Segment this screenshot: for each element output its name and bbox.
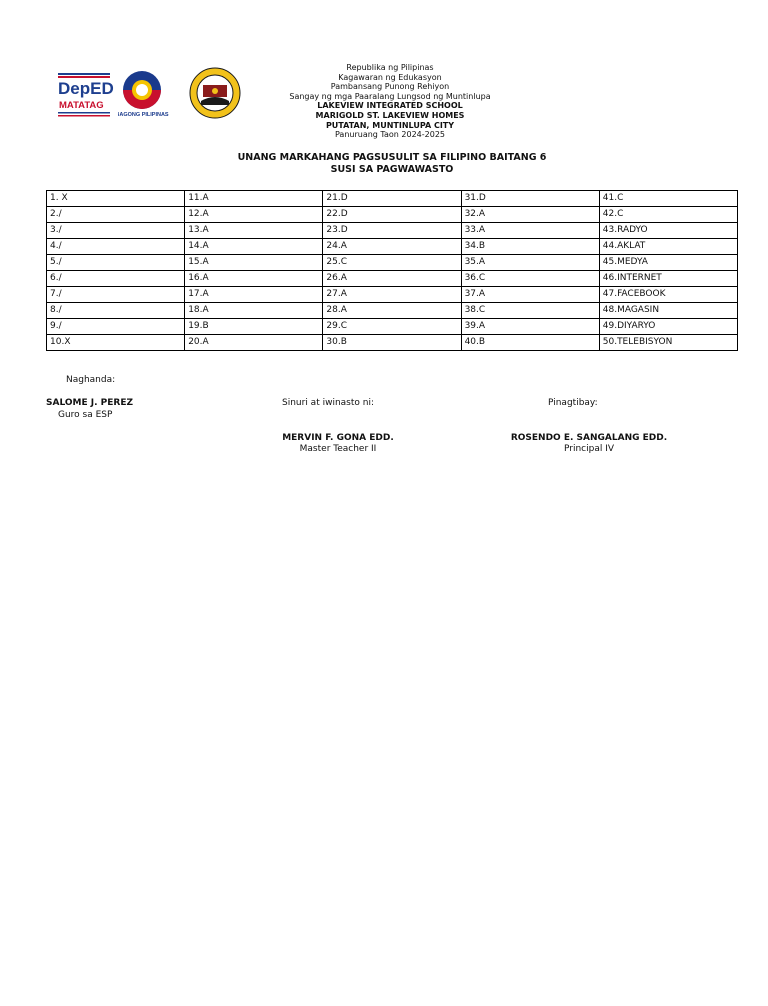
answer-key-row [47,223,738,239]
header-region: Pambansang Punong Rehiyon [330,82,450,92]
answer-key-cell: 37.A [461,287,599,303]
answer-key-cell: 40.B [461,335,599,351]
answer-key-cell: 21.D [323,191,461,207]
answer-key-subtitle: SUSI SA PAGWAWASTO [330,164,454,175]
answer-key-row [47,287,738,303]
prepared-by-title: Guro sa ESP [58,410,113,420]
bagong-pilipinas-wordmark: BAGONG PILIPINAS [118,112,169,118]
answer-key-row [47,255,738,271]
answer-key-cell: 10.X [47,335,185,351]
answer-key-row [47,271,738,287]
deped-wordmark: DepED [58,79,114,98]
approved-by-label: Pinagtibay: [548,398,598,408]
answer-key-cell: 39.A [461,319,599,335]
answer-key-cell: 9./ [47,319,185,335]
answer-key-cell: 17.A [185,287,323,303]
answer-key-cell: 28.A [323,303,461,319]
answer-key-cell: 46.INTERNET [599,271,737,287]
prepared-by-name: SALOME J. PEREZ [46,398,133,408]
matatag-wordmark: MATATAG [59,100,104,111]
answer-key-cell: 47.FACEBOOK [599,287,737,303]
answer-key-cell: 36.C [461,271,599,287]
checked-by-name: MERVIN F. GONA EDD. [282,433,394,443]
answer-key-cell: 12.A [185,207,323,223]
document-header [240,63,540,140]
answer-key-cell: 42.C [599,207,737,223]
exam-title: UNANG MARKAHANG PAGSUSULIT SA FILIPINO BAITANG 6 [237,152,547,163]
answer-key-cell: 19.B [185,319,323,335]
header-school-name: LAKEVIEW INTEGRATED SCHOOL [317,101,463,111]
answer-key-cell: 41.C [599,191,737,207]
answer-key-cell: 45.MEDYA [599,255,737,271]
answer-key-cell: 33.A [461,223,599,239]
answer-key-row [47,191,738,207]
answer-key-cell: 38.C [461,303,599,319]
answer-key-table [46,190,738,351]
answer-key-row [47,335,738,351]
answer-key-cell: 14.A [185,239,323,255]
answer-key-cell: 11.A [185,191,323,207]
answer-key-cell: 34.B [461,239,599,255]
answer-key-cell: 23.D [323,223,461,239]
header-address-line2: PUTATAN, MUNTINLUPA CITY [325,120,455,130]
answer-key-cell: 13.A [185,223,323,239]
answer-key-cell: 48.MAGASIN [599,303,737,319]
checked-by-label: Sinuri at iwinasto ni: [282,398,374,408]
answer-key-cell: 15.A [185,255,323,271]
deped-matatag-logo [56,70,114,122]
answer-key-cell: 1. X [47,191,185,207]
document-titles [0,152,768,176]
answer-key-cell: 3./ [47,223,185,239]
checked-by-title: Master Teacher II [299,444,377,454]
answer-key-row [47,239,738,255]
header-division: Sangay ng mga Paaralang Lungsod ng Muntinlupa [289,91,491,101]
answer-key-cell: 43.RADYO [599,223,737,239]
answer-key-cell: 30.B [323,335,461,351]
answer-key-row [47,319,738,335]
answer-key-cell: 50.TELEBISYON [599,335,737,351]
school-seal-logo [189,67,241,119]
approved-by-name: ROSENDO E. SANGALANG EDD. [510,433,668,443]
answer-key-cell: 32.A [461,207,599,223]
answer-key-cell: 5./ [47,255,185,271]
answer-key-cell: 49.DIYARYO [599,319,737,335]
answer-key-cell: 20.A [185,335,323,351]
answer-key-row [47,207,738,223]
answer-key-cell: 16.A [185,271,323,287]
answer-key-cell: 7./ [47,287,185,303]
checked-by-name-text: MERVIN F. GONA EDD [282,433,391,443]
answer-key-cell: 35.A [461,255,599,271]
answer-key-cell: 27.A [323,287,461,303]
prepared-by-label: Naghanda: [66,375,116,385]
answer-key-cell: 6./ [47,271,185,287]
answer-key-cell: 4./ [47,239,185,255]
header-address-line1: MARIGOLD ST. LAKEVIEW HOMES [315,110,465,120]
answer-key-cell: 2./ [47,207,185,223]
answer-key-cell: 29.C [323,319,461,335]
header-republic: Republika ng Pilipinas [346,63,434,72]
answer-key-body [47,191,738,351]
answer-key-row [47,303,738,319]
answer-key-cell: 18.A [185,303,323,319]
bagong-pilipinas-logo [118,68,170,120]
answer-key-cell: 31.D [461,191,599,207]
answer-key-cell: 26.A [323,271,461,287]
answer-key-cell: 22.D [323,207,461,223]
answer-key-cell: 44.AKLAT [599,239,737,255]
answer-key-cell: 25.C [323,255,461,271]
answer-key-cell: 24.A [323,239,461,255]
header-department: Kagawaran ng Edukasyon [338,72,442,82]
header-school-year: Panuruang Taon 2024-2025 [334,130,446,140]
approved-by-title: Principal IV [563,444,615,454]
answer-key-cell: 8./ [47,303,185,319]
